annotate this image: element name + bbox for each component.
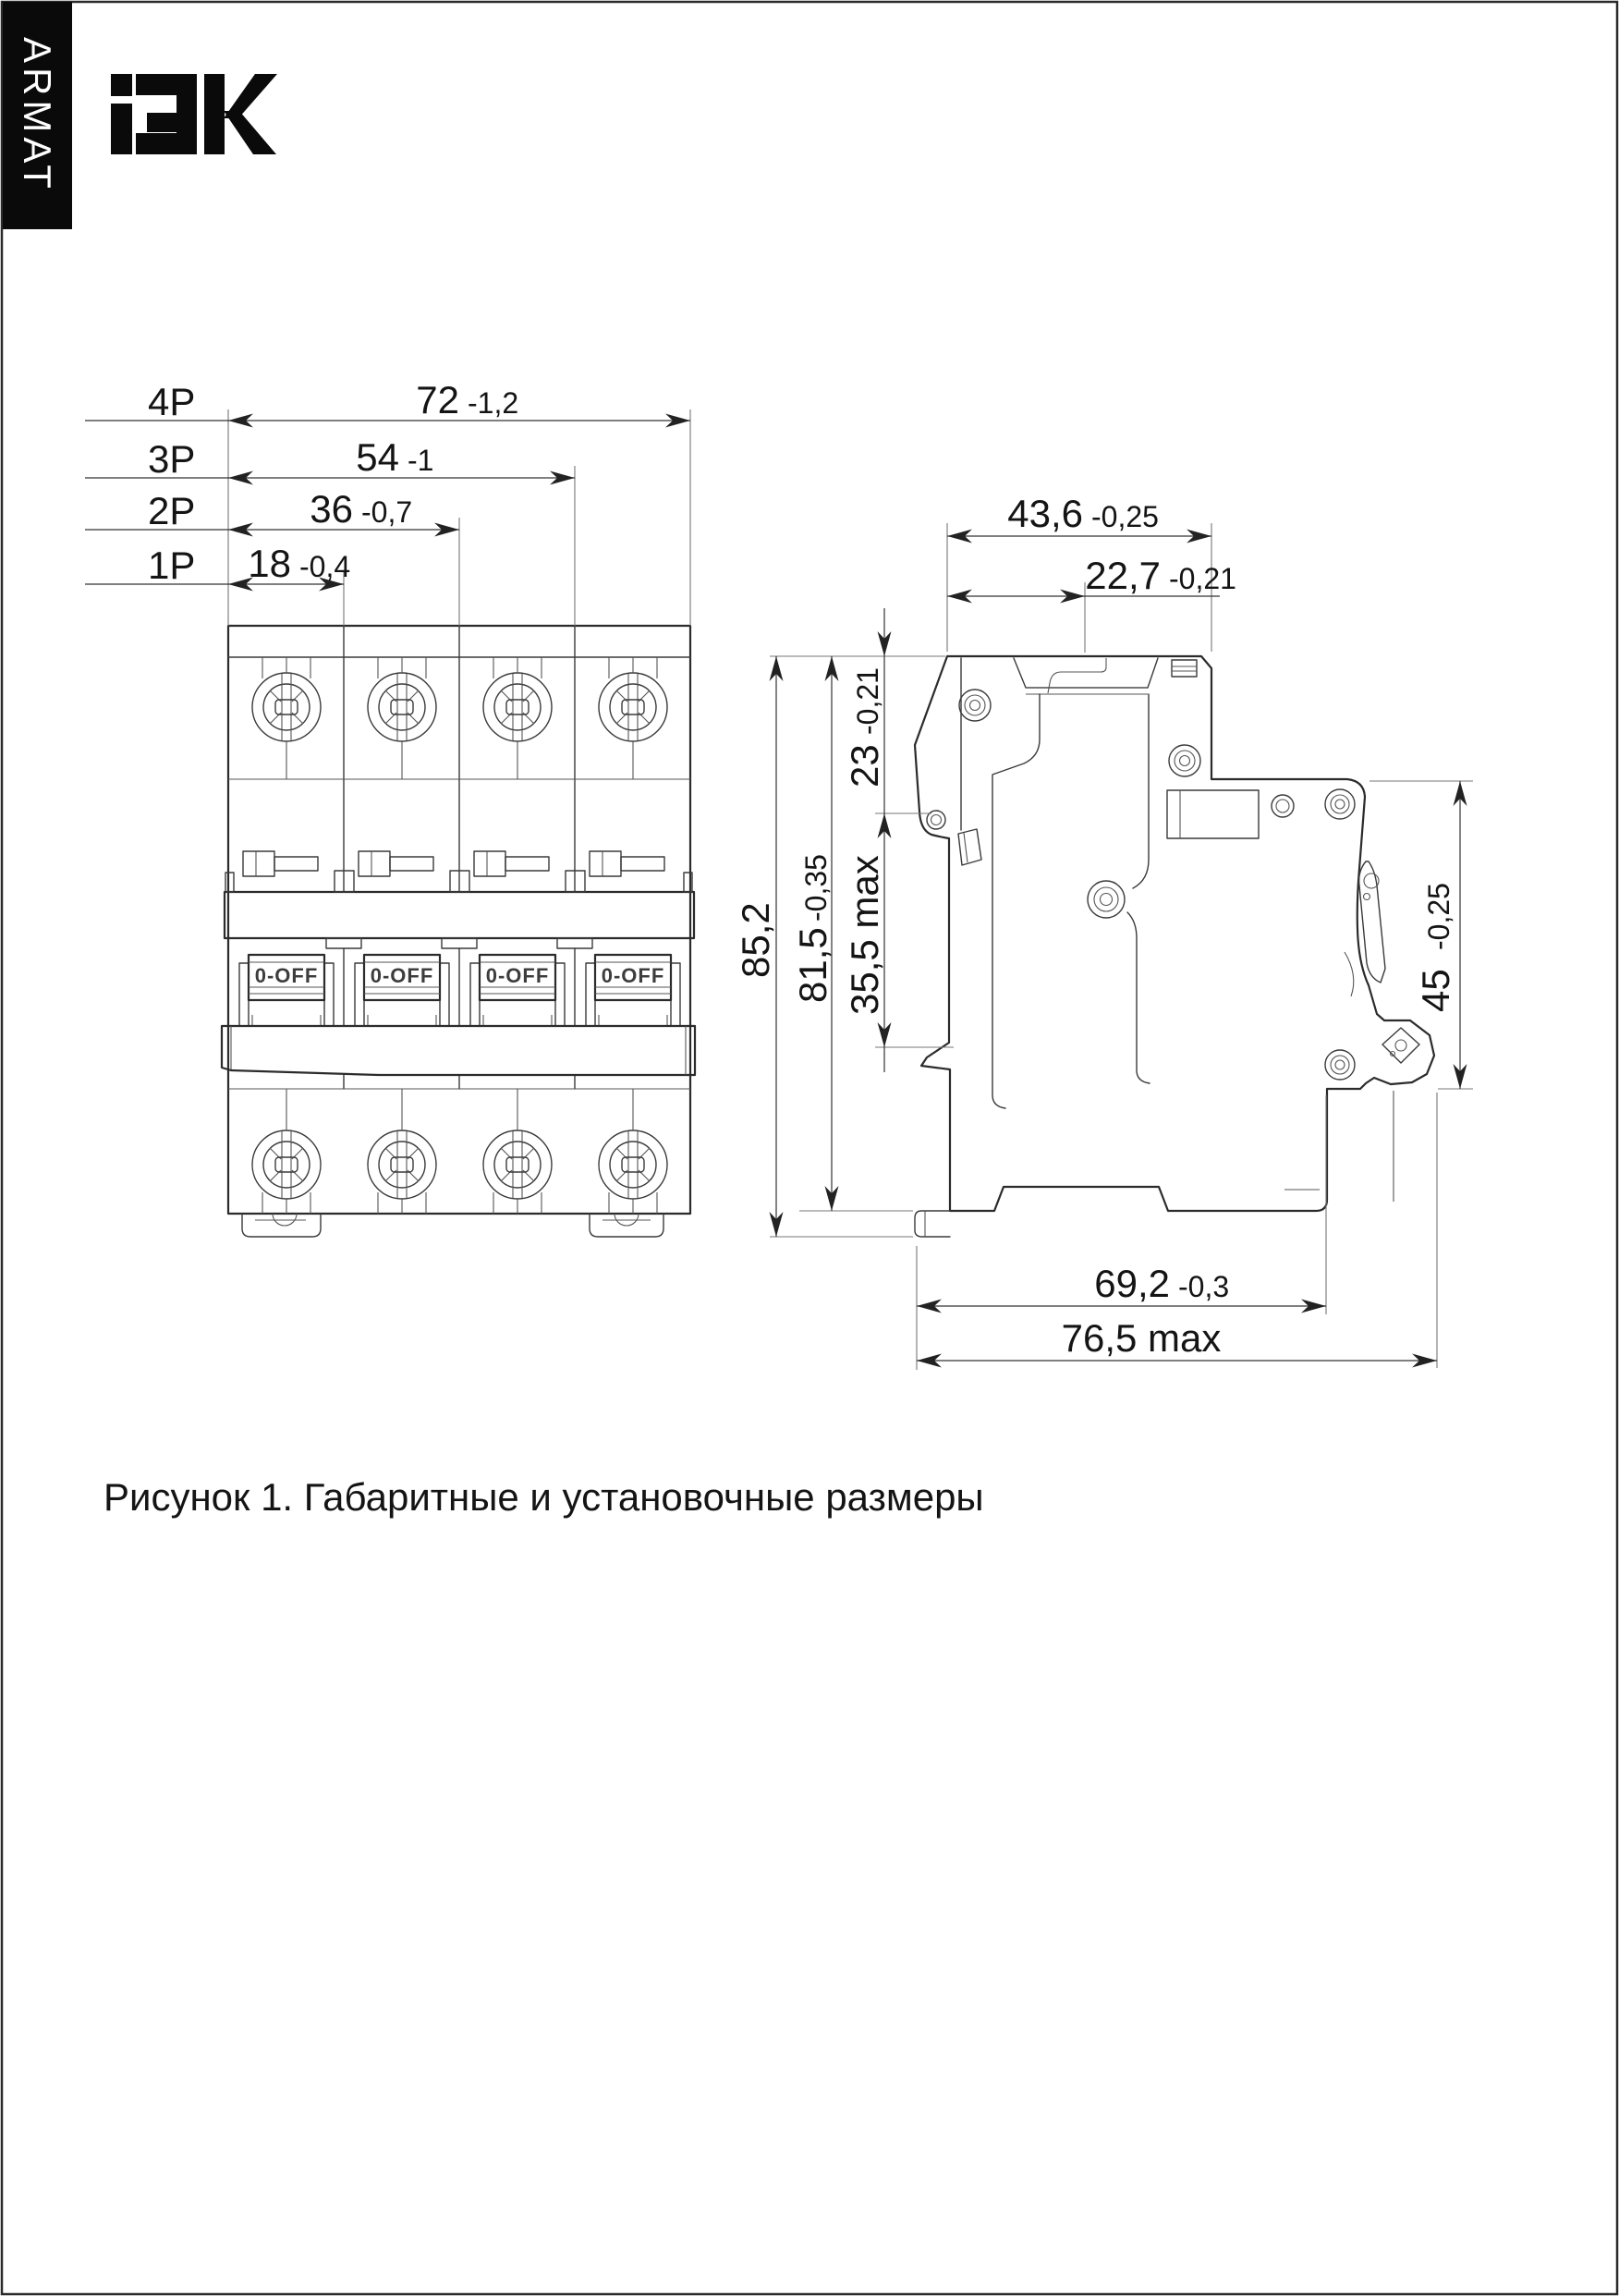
- dim-value: 43,6: [1007, 492, 1083, 535]
- dim-value: 54: [356, 435, 399, 479]
- pole-count-label: 3P: [148, 437, 196, 481]
- dim-value: 45: [1414, 969, 1457, 1012]
- figure-caption: Рисунок 1. Габаритные и установочные размеры: [103, 1475, 984, 1519]
- dim-tolerance: -0,4: [299, 550, 351, 583]
- dim-tolerance: -0,21: [1169, 562, 1236, 595]
- page-border: [2, 2, 1617, 2294]
- dim-value: 81,5: [791, 927, 834, 1003]
- dim-value: 85,2: [734, 902, 777, 978]
- dim-value: 22,7: [1085, 554, 1161, 597]
- dim-tolerance: -1,2: [468, 386, 519, 420]
- dim-value-max: 76,5 max: [1061, 1316, 1222, 1360]
- dim-tolerance: -0,21: [851, 667, 884, 735]
- brand-series-label: ARMAT: [16, 37, 59, 193]
- dim-tolerance: -1: [408, 444, 434, 477]
- dim-tolerance: -0,35: [799, 854, 833, 922]
- dim-value: 23: [843, 744, 886, 788]
- dim-value: 69,2: [1094, 1262, 1170, 1305]
- brand-sidebar: [3, 2, 72, 229]
- pole-count-label: 4P: [148, 380, 196, 423]
- dim-value-max: 35,5 max: [843, 855, 886, 1015]
- dim-tolerance: -0,7: [361, 495, 413, 529]
- dim-value: 18: [248, 542, 291, 585]
- dim-tolerance: -0,25: [1422, 883, 1455, 950]
- pole-count-label: 1P: [148, 543, 196, 587]
- dim-tolerance: -0,3: [1178, 1270, 1230, 1303]
- pole-count-label: 2P: [148, 489, 196, 532]
- dim-value: 36: [310, 487, 353, 531]
- dim-tolerance: -0,25: [1091, 500, 1159, 533]
- dim-value: 72: [416, 378, 459, 421]
